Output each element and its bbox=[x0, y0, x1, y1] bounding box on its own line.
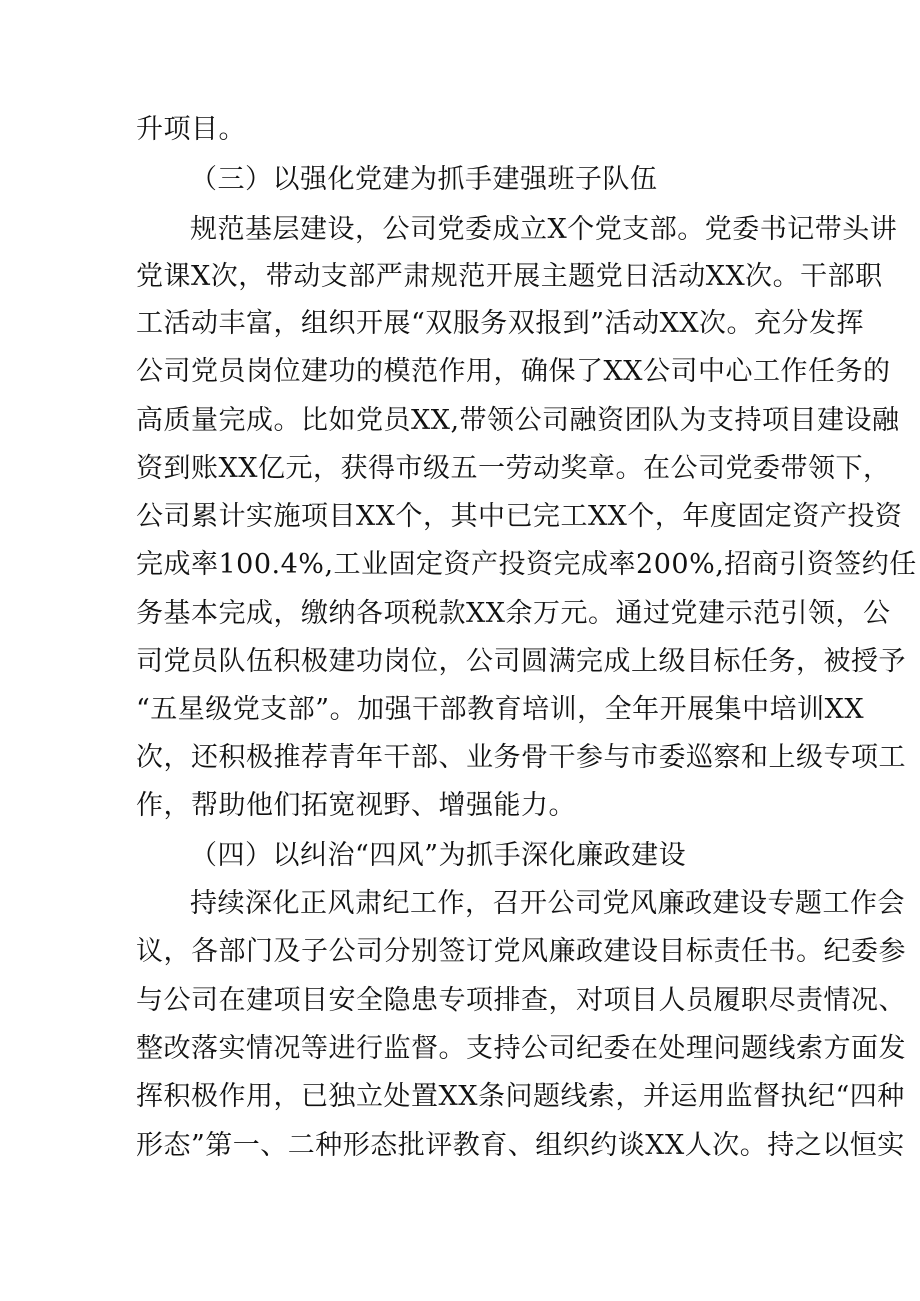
paragraph-line: 作，帮助他们拓宽视野、增强能力。 bbox=[136, 790, 576, 821]
paragraph-line: 资到账XX亿元，获得市级五一劳动奖章。在公司党委带领下， bbox=[136, 453, 891, 484]
paragraph-line: 司党员队伍积极建功岗位，公司圆满完成上级目标任务，被授予 bbox=[136, 646, 906, 677]
paragraph-line: 持续深化正风肃纪工作，召开公司党风廉政建设专题工作会 bbox=[190, 888, 905, 919]
paragraph-line: “五星级党支部”。加强干部教育培训，全年开展集中培训XX bbox=[136, 694, 865, 725]
paragraph-line: 升项目。 bbox=[136, 114, 246, 145]
paragraph-line: 规范基层建设，公司党委成立X个党支部。党委书记带头讲 bbox=[190, 214, 898, 245]
paragraph-line: 挥积极作用，已独立处置XX条问题线索，并运用监督执纪“四种 bbox=[136, 1081, 905, 1112]
paragraph-line: 整改落实情况等进行监督。支持公司纪委在处理问题线索方面发 bbox=[136, 1033, 906, 1064]
paragraph-line: 公司党员岗位建功的模范作用，确保了XX公司中心工作任务的 bbox=[136, 356, 891, 387]
paragraph-line: 与公司在建项目安全隐患专项排查，对项目人员履职尽责情况、 bbox=[136, 985, 906, 1016]
paragraph-line: 完成率100.4%,工业固定资产投资完成率200%,招商引资签约任 bbox=[136, 549, 917, 580]
paragraph-line: 党课X次，带动支部严肃规范开展主题党日活动XX次。干部职 bbox=[136, 261, 883, 292]
paragraph-line: 工活动丰富，组织开展“双服务双报到”活动XX次。充分发挥 bbox=[136, 308, 865, 339]
section-heading-4: （四）以纠治“四风”为抓手深化廉政建设 bbox=[190, 840, 687, 871]
paragraph-line: 次，还积极推荐青年干部、业务骨干参与市委巡察和上级专项工 bbox=[136, 742, 906, 773]
section-heading-3: （三）以强化党建为抓手建强班子队伍 bbox=[190, 164, 658, 195]
paragraph-line: 形态”第一、二种形态批评教育、组织约谈XX人次。持之以恒实 bbox=[136, 1130, 905, 1161]
paragraph-line: 务基本完成，缴纳各项税款XX余万元。通过党建示范引领，公 bbox=[136, 598, 891, 629]
paragraph-line: 高质量完成。比如党员XX,带领公司融资团队为支持项目建设融 bbox=[136, 405, 900, 436]
paragraph-line: 议，各部门及子公司分别签订党风廉政建设目标责任书。纪委参 bbox=[136, 936, 906, 967]
paragraph-line: 公司累计实施项目XX个，其中已完工XX个，年度固定资产投资 bbox=[136, 501, 903, 532]
